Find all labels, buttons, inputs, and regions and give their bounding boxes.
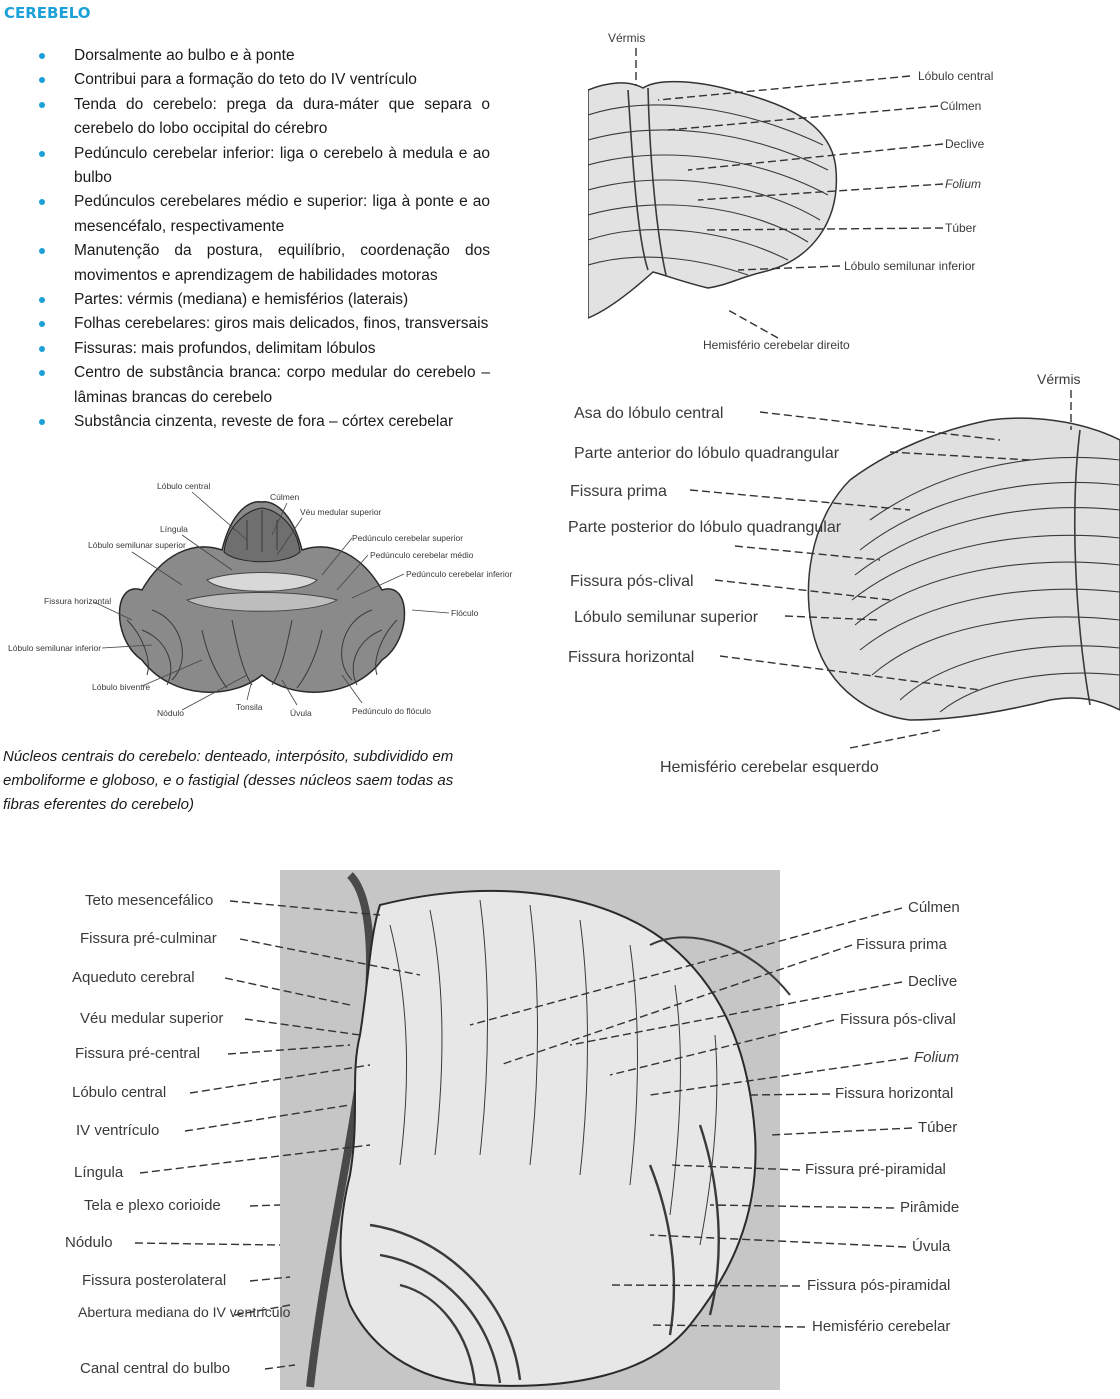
sagittal-section-photo [280,870,790,1390]
label-peduncle-superior: Pedúnculo cerebelar superior [352,533,464,543]
sagittal-section-figure [50,835,990,1395]
label-fissura-prima: Fissura prima [570,483,667,500]
label-lobulo-central: Lóbulo central [918,69,994,83]
label-vermis: Vérmis [608,31,646,45]
label-peduncle-medio: Pedúnculo cerebelar médio [370,550,474,560]
list-item: Contribui para a formação do teto do IV ventrículo [36,68,490,92]
label-semilunar-superior: Lóbulo semilunar superior [574,609,759,626]
label-asa-lobulo-central: Asa do lóbulo central [574,405,724,422]
label-lingula: Língula [74,1164,124,1181]
label-tuber: Túber [918,1119,958,1136]
list-item: Pedúnculos cerebelares médio e superior: liga à ponte e ao mesencéfalo, respectivamente [36,190,490,239]
label-fissura-pos-clival: Fissura pós-clival [840,1011,956,1028]
section-heading: CEREBELO [4,4,91,22]
label-lobulo-central: Lóbulo central [72,1084,167,1101]
list-item: Tenda do cerebelo: prega da dura-máter que separa o cerebelo do lobo occipital do cérebro [36,93,490,142]
label-tela-plexo-corioide: Tela e plexo corioide [84,1197,221,1214]
anterior-view-figure [2,470,522,728]
label-declive: Declive [908,973,958,990]
label-semilunar-inferior: Lóbulo semilunar inferior [844,259,976,273]
label-uvula: Úvula [290,708,312,718]
label-teto-mesencefalico: Teto mesencefálico [85,892,214,909]
label-fissura-pos-piramidal: Fissura pós-piramidal [807,1277,951,1294]
label-tonsila: Tonsila [236,702,263,712]
label-declive: Declive [945,137,985,151]
superior-view-figure [560,360,1120,780]
list-item: Folhas cerebelares: giros mais delicados, finos, transversais [36,312,490,336]
label-fissura-posterolateral: Fissura posterolateral [82,1272,227,1289]
cerebellum-superior-illustration [808,418,1120,720]
label-abertura-mediana: Abertura mediana do IV ventrículo [78,1304,291,1320]
label-lingula: Língula [160,524,188,534]
label-fissura-pre-central: Fissura pré-central [75,1045,201,1062]
label-canal-central-bulbo: Canal central do bulbo [80,1360,231,1377]
label-peduncle-inferior: Pedúnculo cerebelar inferior [406,569,513,579]
label-parte-posterior: Parte posterior do lóbulo quadrangular [568,519,842,536]
label-culmen: Cúlmen [908,899,960,916]
list-item: Fissuras: mais profundos, delimitam lóbulos [36,337,490,361]
label-floculo: Flóculo [451,608,479,618]
label-lobulo-central: Lóbulo central [157,481,211,491]
label-semilunar-inferior: Lóbulo semilunar inferior [8,643,102,653]
label-piramide: Pirâmide [900,1199,960,1216]
label-folium: Folium [945,177,982,191]
label-parte-anterior: Parte anterior do lóbulo quadrangular [574,445,840,462]
label-fissura-pre-piramidal: Fissura pré-piramidal [805,1161,946,1178]
label-uvula: Úvula [912,1238,951,1255]
label-hemisferio-direito: Hemisfério cerebelar direito [703,338,850,352]
list-item: Partes: vérmis (mediana) e hemisférios (laterais) [36,288,490,312]
label-veu-medular-superior: Véu medular superior [80,1010,224,1027]
list-item: Substância cinzenta, reveste de fora – córtex cerebelar [36,410,490,434]
label-aqueduto-cerebral: Aqueduto cerebral [72,969,195,986]
label-tuber: Túber [945,221,977,235]
list-item: Dorsalmente ao bulbo e à ponte [36,44,490,68]
label-folium: Folium [914,1049,960,1066]
label-fissura-horizontal: Fissura horizontal [44,596,112,606]
label-hemisferio-cerebelar: Hemisfério cerebelar [812,1318,951,1335]
caption-nucleos: Núcleos centrais do cerebelo: denteado, interpósito, subdividido em emboliforme e globoso, e o fastigial (desses núcleos saem todas as fibras eferentes do cerebelo) [3,748,454,813]
cerebellum-posterior-illustration [588,82,836,318]
label-fissura-pre-culminar: Fissura pré-culminar [80,930,217,947]
label-vermis: Vérmis [1037,371,1081,387]
label-fissura-horizontal: Fissura horizontal [835,1085,954,1102]
bullet-list [36,44,490,435]
label-culmen: Cúlmen [940,99,982,113]
label-semilunar-superior: Lóbulo semilunar superior [88,540,186,550]
label-fissura-horizontal: Fissura horizontal [568,649,695,666]
label-peduncle-floculo: Pedúnculo do flóculo [352,706,431,716]
label-fissura-prima: Fissura prima [856,936,947,953]
list-item: Manutenção da postura, equilíbrio, coordenação dos movimentos e aprendizagem de habilidades motoras [36,239,490,288]
list-item: Centro de substância branca: corpo medular do cerebelo – lâminas brancas do cerebelo [36,361,490,410]
label-culmen: Cúlmen [270,492,300,502]
label-hemisferio-esquerdo: Hemisfério cerebelar esquerdo [660,759,879,776]
list-item: Pedúnculo cerebelar inferior: liga o cerebelo à medula e ao bulbo [36,142,490,191]
label-iv-ventriculo: IV ventrículo [76,1122,160,1139]
label-nodulo: Nódulo [157,708,184,718]
label-veu-medular: Véu medular superior [300,507,382,517]
posterior-view-figure [588,20,1018,360]
label-biventre: Lóbulo biventre [92,682,151,692]
label-nodulo: Nódulo [65,1234,113,1251]
label-fissura-pos-clival: Fissura pós-clival [570,573,694,590]
